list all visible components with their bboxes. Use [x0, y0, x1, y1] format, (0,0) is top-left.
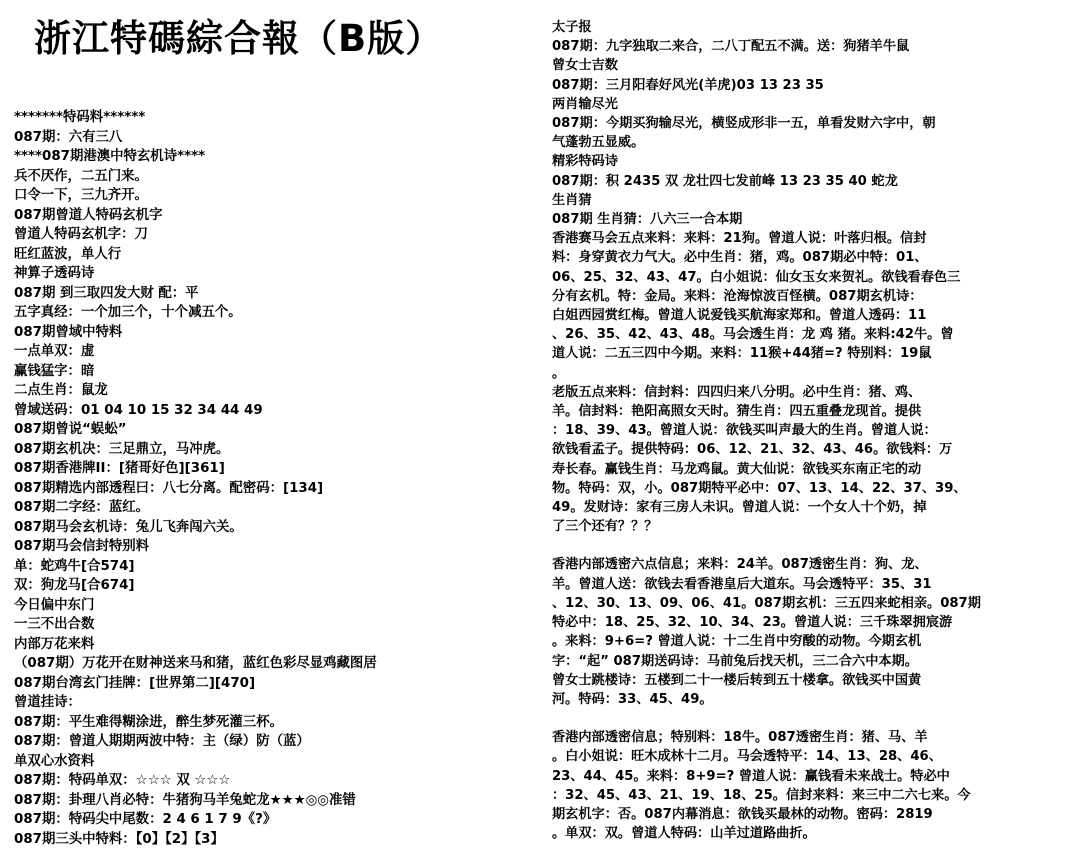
- text-line: 087期 到三取四发大财 配：平: [14, 285, 199, 301]
- text-line: 气蓬勃五显威。: [552, 135, 645, 151]
- text-line: 生肖猜: [552, 192, 592, 208]
- text-line: 087期台湾玄门挂牌：[世界第二][470]: [14, 675, 256, 691]
- text-line: 087期：三月阳春好风光(羊虎)03 13 23 35: [552, 77, 824, 93]
- text-line: *******特码料******: [14, 110, 146, 125]
- text-line: 087期二字经：蓝红。: [14, 500, 150, 515]
- text-line: 老版五点来料：信封料：四四归来八分明。必中生肖：猪、鸡、: [552, 384, 922, 400]
- right-column: [552, 18, 1072, 843]
- text-line: 物。特码：双，小。087期特平必中：07、13、14、22、37、39、: [552, 480, 967, 496]
- text-line: 羊。曾道人送：欲钱去看香港皇后大道东。马会透特平：35、31: [552, 576, 932, 592]
- text-line: 087期精选内部透程曰：八七分离。配密码：[134]: [14, 480, 324, 496]
- text-line: 087期：平生难得糊涂进，醉生梦死灌三杯。: [14, 714, 283, 730]
- text-line: 。: [552, 365, 566, 381]
- text-line: 旺红蓝波，单人行: [14, 246, 122, 262]
- text-line: 口令一下，三九齐开。: [14, 188, 148, 203]
- text-line: 。来料：9+6=? 曾道人说：十二生肖中穷酸的动物。今期玄机: [552, 634, 922, 650]
- left-column: [14, 108, 534, 849]
- text-line: 精彩特码诗: [552, 154, 618, 170]
- text-line: 087期：今期买狗输尽光，横竖成形非一五，单看发财六字中，朝: [552, 116, 936, 132]
- text-line: 曾道人特码玄机字：刀: [14, 227, 148, 242]
- text-line: 087期曾道人特码玄机字: [14, 207, 163, 223]
- text-line: 087期：九字独取二来合，二八丁配五不满。送：狗猪羊牛鼠: [552, 39, 910, 55]
- text-line: 羊。信封料：艳阳高照女天时。猜生肖：四五重叠龙现首。提供: [552, 404, 922, 420]
- text-line: 两肖输尽光: [552, 96, 618, 112]
- text-line: 期玄机字：否。087内幕消息：欲钱买最林的动物。密码：2819: [552, 806, 933, 822]
- text-line: 料：身穿黄衣力气大。必中生肖：猪，鸡。087期必中特：01、: [552, 250, 928, 266]
- text-line: （087期）万花开在财神送来马和猪，蓝红色彩尽显鸡藏图居: [14, 656, 377, 671]
- text-line: 香港内部透密信息；特别料：18牛。087透密生肖：猪、马、羊: [552, 730, 928, 746]
- text-line: 087期：卦理八肖必特：牛猪狗马羊兔蛇龙★★★◎◎准错: [14, 792, 356, 808]
- text-line: 单：蛇鸡牛[合574]: [14, 558, 135, 574]
- text-line: 字：“起” 087期送码诗：马前兔后找天机，三二合六中本期。: [552, 653, 918, 669]
- text-line: 087期马会玄机诗：兔儿飞奔闯六关。: [14, 519, 243, 535]
- text-line: 赢钱猛字：暗: [14, 363, 95, 379]
- text-line: 06、25、32、43、47。白小姐说：仙女玉女来贺礼。欲钱看春色三: [552, 269, 961, 285]
- text-line: 087期：曾道人期期两波中特：主（绿）防（蓝）: [14, 734, 310, 749]
- text-line: 香港赛马会五点来料：来料：21狗。曾道人说：叶落归根。信封: [552, 231, 927, 247]
- text-line: 双：狗龙马[合674]: [14, 578, 135, 593]
- text-line: ****087期港澳中特玄机诗****: [14, 149, 206, 164]
- text-line: 曾域送码：01 04 10 15 32 34 44 49: [14, 402, 263, 418]
- text-line: 087期曾域中特料: [14, 324, 123, 340]
- text-line: 087期三头中特料：【0】【2】【3】: [14, 831, 224, 847]
- text-line: 23、44、45。来料：8+9=? 曾道人说：赢钱看未来战士。特必中: [552, 768, 950, 784]
- newspaper-title: 浙江特碼綜合報（B版）: [34, 17, 444, 60]
- text-line: 087期：积 2435 双 龙壮四七发前峰 13 23 35 40 蛇龙: [552, 173, 898, 189]
- text-line: 087期：特码尖中尾数：2 4 6 1 7 9《?》: [14, 812, 277, 827]
- text-line: 087期：特码单双：☆☆☆ 双 ☆☆☆: [14, 773, 231, 788]
- text-line: 今日偏中东门: [14, 597, 95, 613]
- text-line: [552, 709, 1072, 728]
- text-line: 寿长春。赢钱生肖：马龙鸡鼠。黄大仙说：欲钱买东南正宅的动: [552, 461, 922, 477]
- text-line: 兵不厌作，二五门来。: [14, 168, 148, 184]
- text-line: 二点生肖：鼠龙: [14, 383, 108, 398]
- text-line: 香港内部透密六点信息；来料：24羊。087透密生肖：狗、龙、: [552, 557, 928, 573]
- text-line: 白姐西园赏红梅。曾道人说爱钱买航海家郑和。曾道人透码：11: [552, 308, 927, 324]
- text-line: 太子报: [552, 20, 592, 35]
- text-line: 一三不出合数: [14, 617, 95, 632]
- text-line: 、26、35、42、43、48。马会透生肖：龙 鸡 猪。来料:42牛。曾: [552, 327, 954, 343]
- text-line: 神算子透码诗: [14, 266, 95, 281]
- text-line: 087期曾说“蜈蚣”: [14, 422, 127, 437]
- text-line: 49。发财诗：家有三房人未识。曾道人说：一个女人十个奶，掉: [552, 500, 927, 516]
- text-line: 曾女士跳楼诗：五楼到二十一楼后转到五十楼拿。欲钱买中国黄: [552, 672, 922, 688]
- text-line: 五字真经：一个加三个，十个减五个。: [14, 305, 242, 320]
- text-line: 。单双：双。曾道人特码：山羊过道路曲折。: [552, 826, 816, 842]
- text-line: 河。特码：33、45、49。: [552, 691, 713, 707]
- text-line: 一点单双：虚: [14, 344, 95, 359]
- text-line: ：32、45、43、21、19、18、25。信封来料：来三中二六七来。今: [552, 787, 971, 803]
- text-line: 、12、30、13、09、06、41。087期玄机：三五四来蛇相亲。087期: [552, 595, 981, 611]
- text-line: 单双心水资料: [14, 753, 95, 769]
- text-line: 曾女士吉数: [552, 58, 618, 74]
- text-line: 欲钱看孟子。提供特码：06、12、21、32、43、46。欲钱料：万: [552, 442, 953, 458]
- text-line: 087期玄机决：三足鼎立，马冲虎。: [14, 441, 230, 457]
- text-line: 分有玄机。特：金局。来料：沧海惊波百怪横。087期玄机诗：: [552, 288, 923, 304]
- text-line: 曾道挂诗：: [14, 695, 81, 710]
- text-line: [552, 536, 1072, 555]
- text-line: ：18、39、43。曾道人说：欲钱买叫声最大的生肖。曾道人说：: [552, 423, 937, 439]
- text-line: 。白小姐说：旺木成林十二月。马会透特平：14、13、28、46、: [552, 749, 942, 765]
- text-line: 了三个还有？？？: [552, 519, 658, 535]
- text-line: 道人说：二五三四中今期。来料：11猴+44猪=? 特别料：19鼠: [552, 346, 932, 362]
- text-line: 087期：六有三八: [14, 129, 123, 145]
- text-line: 087期 生肖猜：八六三一合本期: [552, 212, 743, 228]
- text-line: 087期香港牌II：[猪哥好色][361]: [14, 461, 225, 476]
- text-line: 特必中：18、25、32、10、34、23。曾道人说：三千珠翠拥宸游: [552, 615, 953, 631]
- text-line: 087期马会信封特别料: [14, 539, 150, 554]
- text-line: 内部万花来料: [14, 636, 95, 652]
